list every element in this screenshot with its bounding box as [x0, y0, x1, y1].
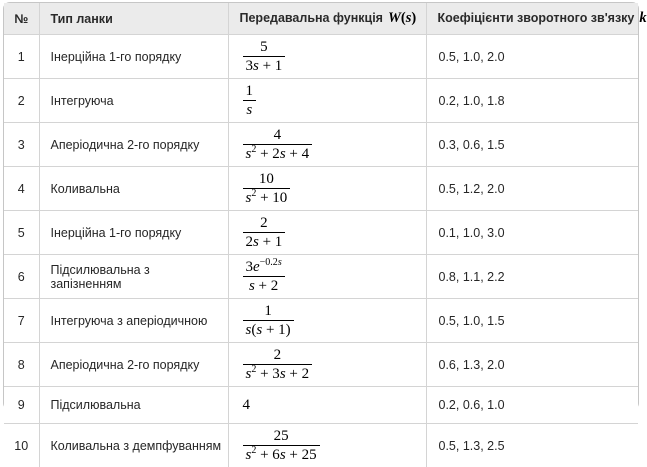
- fraction: [243, 428, 320, 463]
- link-type-cell: Підсилювальна: [39, 387, 228, 424]
- table-row: [4, 123, 638, 167]
- coeffs-cell: 0.2, 0.6, 1.0: [426, 387, 638, 424]
- table-header: [4, 3, 638, 35]
- fraction-denominator: s + 2: [243, 277, 285, 294]
- row-number-cell: 4: [4, 167, 39, 211]
- column-header-function-label: Передавальна функція: [240, 11, 383, 25]
- transfer-function-cell: [228, 79, 426, 123]
- fraction-denominator: $s^2 + 2s + 4$: [243, 145, 313, 162]
- table-row: [4, 167, 638, 211]
- fraction-denominator: $s^2 + 3s + 2$: [243, 365, 313, 382]
- w-of-s-math-symbol: W(s): [388, 10, 416, 26]
- row-number-cell: 9: [4, 387, 39, 424]
- transfer-function-cell: [228, 299, 426, 343]
- transfer-function-table: [4, 3, 638, 467]
- table-row: [4, 35, 638, 79]
- column-header-type: [39, 3, 228, 35]
- link-type-cell: Інтегруюча: [39, 79, 228, 123]
- link-type-cell: Інерційна 1-го порядку: [39, 211, 228, 255]
- row-number-cell: 5: [4, 211, 39, 255]
- link-type-cell: Коливальна з демпфуванням: [39, 424, 228, 467]
- transfer-function-cell: [228, 255, 426, 299]
- fraction-denominator: 2s + 1: [243, 233, 286, 250]
- link-type-cell: Аперіодична 2-го порядку: [39, 123, 228, 167]
- row-number-cell: 10: [4, 424, 39, 467]
- column-header-function: [228, 3, 426, 35]
- fraction-numerator: 2: [243, 215, 286, 233]
- fraction: [243, 215, 286, 250]
- transfer-function-cell: [228, 343, 426, 387]
- coeffs-cell: 0.1, 1.0, 3.0: [426, 211, 638, 255]
- fraction: [243, 39, 286, 74]
- fraction: [243, 127, 313, 162]
- fraction: [243, 259, 285, 294]
- link-type-cell: Підсилювальна з запізненням: [39, 255, 228, 299]
- formula-plain: 4: [243, 397, 251, 413]
- coeffs-cell: 0.5, 1.3, 2.5: [426, 424, 638, 467]
- fraction-denominator: s(s + 1): [243, 321, 294, 338]
- fraction-numerator: 2: [243, 347, 313, 365]
- fraction: [243, 171, 291, 206]
- coeffs-cell: 0.5, 1.0, 2.0: [426, 35, 638, 79]
- coeffs-cell: 0.2, 1.0, 1.8: [426, 79, 638, 123]
- row-number-cell: 6: [4, 255, 39, 299]
- fraction-numerator: 10: [243, 171, 291, 189]
- table-row: [4, 387, 638, 424]
- coeffs-cell: 0.8, 1.1, 2.2: [426, 255, 638, 299]
- transfer-function-cell: [228, 211, 426, 255]
- fraction-denominator: $s^2 + 6s + 25$: [243, 446, 320, 463]
- fraction-denominator: $s^2 + 10$: [243, 189, 291, 206]
- fraction-numerator: $3e^{-0.2s}$: [243, 259, 285, 277]
- fraction: [243, 347, 313, 382]
- fraction-numerator: 4: [243, 127, 313, 145]
- row-number-cell: 7: [4, 299, 39, 343]
- column-header-coeffs: [426, 3, 638, 35]
- table-row: [4, 424, 638, 467]
- k-math-symbol: k: [639, 10, 646, 26]
- column-header-type-label: Тип ланки: [51, 12, 113, 26]
- fraction-denominator: s: [243, 101, 257, 118]
- link-type-cell: Інтегруюча з аперіодичною: [39, 299, 228, 343]
- fraction: [243, 303, 294, 338]
- links-table-container: [3, 2, 639, 410]
- row-number-cell: 1: [4, 35, 39, 79]
- row-number-cell: 8: [4, 343, 39, 387]
- link-type-cell: Коливальна: [39, 167, 228, 211]
- table-row: [4, 79, 638, 123]
- link-type-cell: Інерційна 1-го порядку: [39, 35, 228, 79]
- transfer-function-cell: [228, 167, 426, 211]
- fraction-numerator: 25: [243, 428, 320, 446]
- coeffs-cell: 0.6, 1.3, 2.0: [426, 343, 638, 387]
- table-row: [4, 211, 638, 255]
- fraction-numerator: 1: [243, 83, 257, 101]
- table-row: [4, 343, 638, 387]
- header-row: [4, 3, 638, 35]
- coeffs-cell: 0.5, 1.0, 1.5: [426, 299, 638, 343]
- transfer-function-cell: [228, 123, 426, 167]
- row-number-cell: 3: [4, 123, 39, 167]
- coeffs-cell: 0.5, 1.2, 2.0: [426, 167, 638, 211]
- transfer-function-cell: [228, 424, 426, 467]
- transfer-function-cell: [228, 387, 426, 424]
- table-row: [4, 299, 638, 343]
- column-header-number: [4, 3, 39, 35]
- fraction-numerator: 1: [243, 303, 294, 321]
- fraction-numerator: 5: [243, 39, 286, 57]
- row-number-cell: 2: [4, 79, 39, 123]
- fraction-denominator: 3s + 1: [243, 57, 286, 74]
- column-header-number-label: №: [14, 12, 28, 26]
- transfer-function-cell: [228, 35, 426, 79]
- fraction: [243, 83, 257, 118]
- table-body: [4, 35, 638, 467]
- link-type-cell: Аперіодична 2-го порядку: [39, 343, 228, 387]
- column-header-coeffs-label: Коефіцієнти зворотного зв'язку: [438, 11, 635, 25]
- coeffs-cell: 0.3, 0.6, 1.5: [426, 123, 638, 167]
- table-row: [4, 255, 638, 299]
